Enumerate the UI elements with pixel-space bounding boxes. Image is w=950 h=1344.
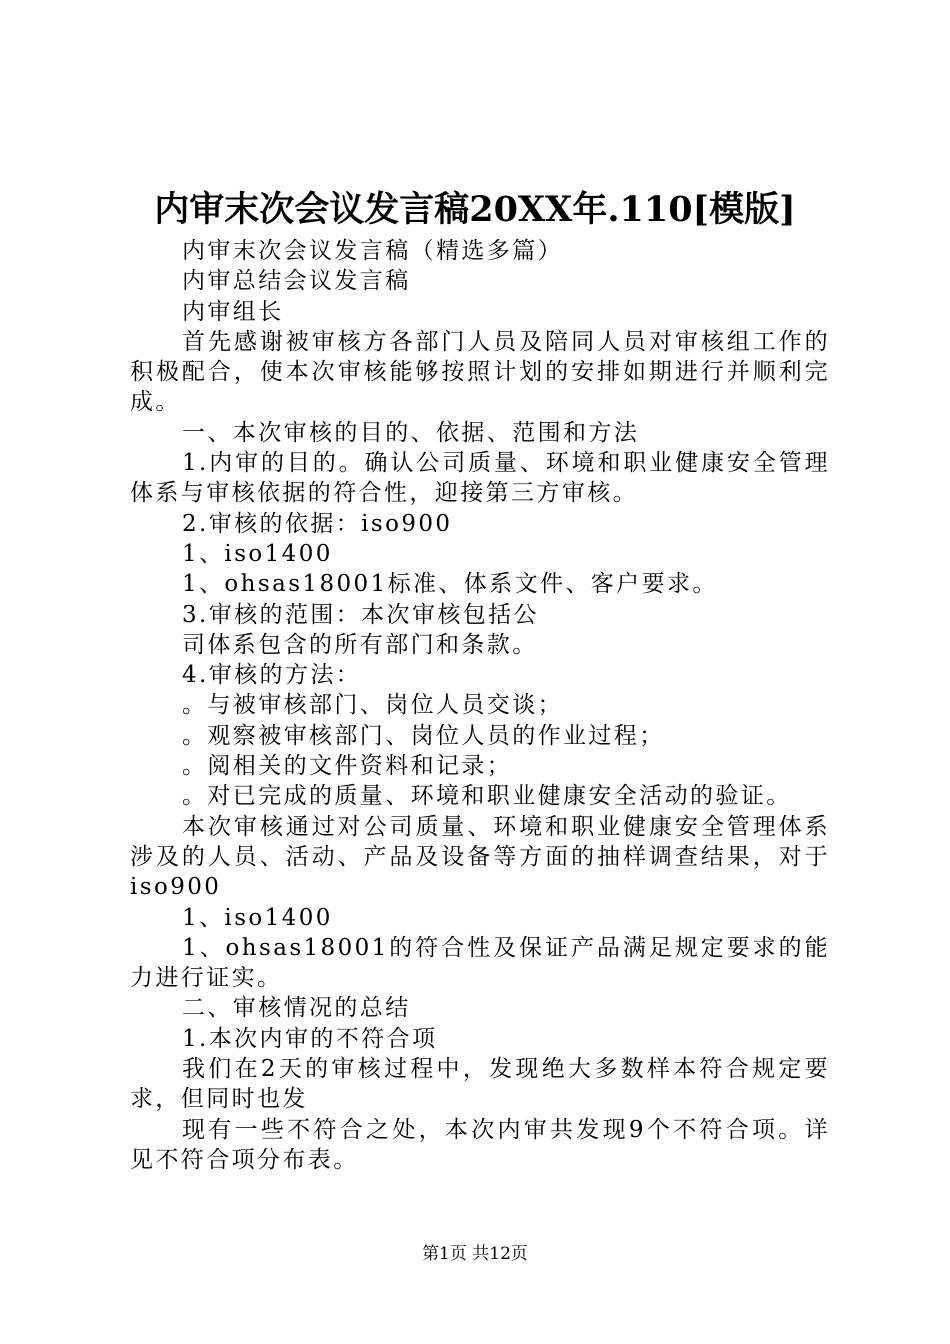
list-item: 。对已完成的质量、环境和职业健康安全活动的验证。 [182,783,792,810]
list-item: 。与被审核部门、岗位人员交谈； [182,692,563,719]
paragraph: 1、iso1400 [182,540,333,567]
paragraph: 1.内审的目的。确认公司质量、环境和职业健康安全管理体系与审核依据的符合性，迎接第三方审核。 [130,450,830,507]
paragraph: 4.审核的方法： [182,662,362,689]
paragraph: 1、ohsas18001的符合性及保证产品满足规定要求的能力进行证实。 [130,934,830,992]
page-number-footer: 第1页 共12页 [422,1244,528,1264]
section-heading: 一、本次审核的目的、依据、范围和方法 [182,419,640,446]
list-item: 。阅相关的文件资料和记录； [182,753,513,780]
section-heading: 二、审核情况的总结 [182,995,411,1022]
paragraph: 司体系包含的所有部门和条款。 [182,631,538,658]
paragraph: 内审末次会议发言稿（精选多篇） [182,238,563,264]
paragraph: 3.审核的范围：本次审核包括公 [182,601,539,628]
list-item: 。观察被审核部门、岗位人员的作业过程； [182,722,665,749]
paragraph: 1.本次内审的不符合项 [182,1025,438,1052]
paragraph: 内审组长 [182,298,284,325]
paragraph: 我们在2天的审核过程中，发现绝大多数样本符合规定要求，但同时也发 [130,1056,830,1113]
paragraph: 2.审核的依据：iso900 [182,510,453,537]
document-title: 内审末次会议发言稿20XX年.110[模版] [154,189,796,230]
paragraph: 首先感谢被审核方各部门人员及陪同人员对审核组工作的积极配合，使本次审核能够按照计划的安排如期进行并顺利完成。 [130,328,830,416]
document-body [130,236,830,1175]
paragraph: 本次审核通过对公司质量、环境和职业健康安全管理体系涉及的人员、活动、产品及设备等方面的抽样调查结果，对于iso900 [130,813,830,901]
paragraph: 现有一些不符合之处，本次内审共发现9个不符合项。详见不符合项分布表。 [130,1116,830,1173]
paragraph: 内审总结会议发言稿 [182,268,411,295]
paragraph: 1、iso1400 [182,904,333,931]
paragraph: 1、ohsas18001标准、体系文件、客户要求。 [182,571,718,598]
